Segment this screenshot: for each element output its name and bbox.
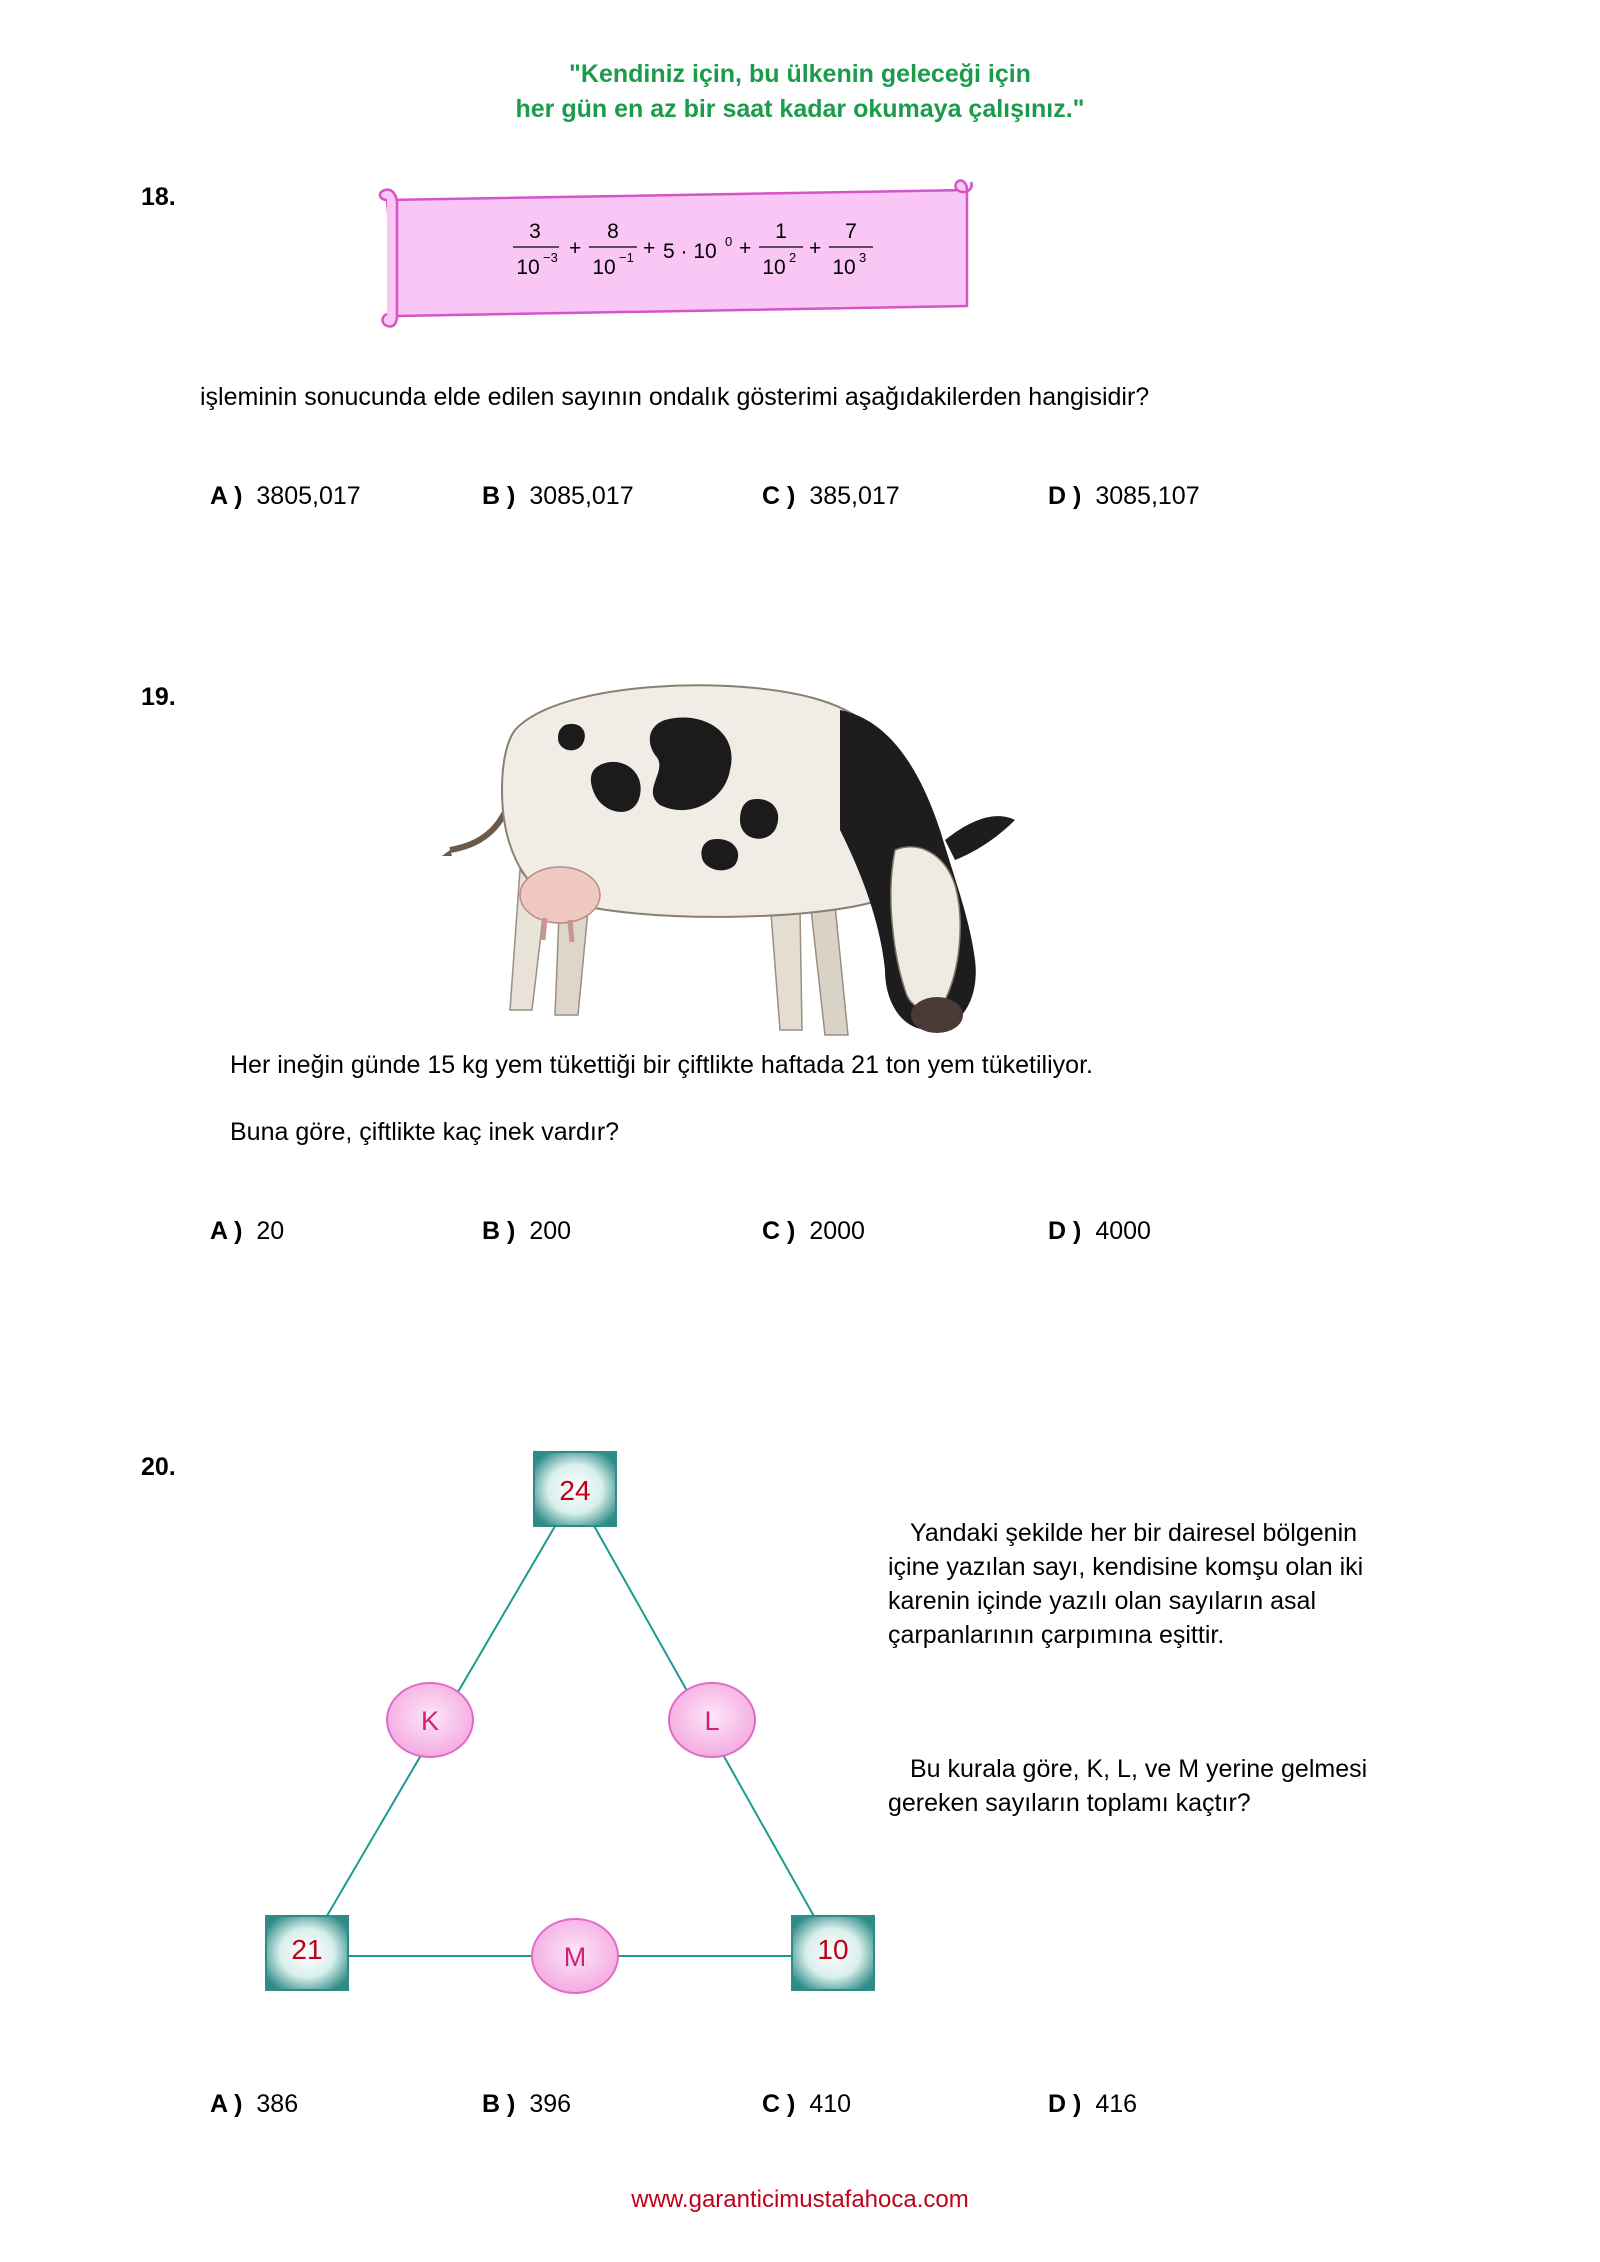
square-top: [534, 1452, 616, 1526]
question-19-text-1: Her ineğin günde 15 kg yem tükettiği bir çiftlikte haftada 21 ton yem tüketiliyor.: [230, 1051, 1093, 1079]
q19-option-d[interactable]: D ) 4000: [1048, 1217, 1151, 1245]
plus-4: +: [809, 237, 822, 260]
q19-option-b[interactable]: B ) 200: [482, 1217, 572, 1245]
t1-denominator: 10: [516, 256, 540, 279]
circle-k: [387, 1683, 473, 1757]
t3-term: 5 · 10: [663, 240, 717, 263]
t2-numerator: 8: [607, 220, 619, 243]
q20-option-c[interactable]: C ) 410: [762, 2090, 852, 2118]
plus-2: +: [643, 237, 656, 260]
svg-text:10: 10: [817, 1934, 849, 1965]
q19-option-a[interactable]: A ) 20: [210, 1217, 285, 1245]
circle-l: [669, 1683, 755, 1757]
question-19-number: 19.: [141, 683, 176, 711]
svg-text:K: K: [420, 1706, 440, 1736]
question-18-number: 18.: [141, 183, 176, 211]
q18-option-b[interactable]: B ) 3085,017: [482, 482, 634, 510]
q20-option-a[interactable]: A ) 386: [210, 2090, 299, 2118]
t1-exponent: −3: [543, 250, 558, 265]
q20-option-d[interactable]: D ) 416: [1048, 2090, 1138, 2118]
t1-numerator: 3: [529, 220, 541, 243]
motto-line-2: her gün en az bir saat kadar okumaya çalışınız.": [515, 95, 1085, 123]
t2-denominator: 10: [592, 256, 616, 279]
t4-numerator: 1: [775, 220, 787, 243]
question-20-paragraph-1: Yandaki şekilde her bir dairesel bölgenin içine yazılan sayı, kendisine komşu olan iki karenin içinde yazılı olan sayıların asal çarpanlarının çarpımına eşittir.: [888, 1519, 1364, 1649]
question-20-paragraph-2: Bu kurala göre, K, L, ve M yerine gelmesi gereken sayıların toplamı kaçtır?: [888, 1755, 1368, 1817]
q18-option-d[interactable]: D ) 3085,107: [1048, 482, 1200, 510]
q18-option-c[interactable]: C ) 385,017: [762, 482, 900, 510]
svg-text:21: 21: [291, 1934, 323, 1965]
q18-option-a[interactable]: A ) 3805,017: [210, 482, 361, 510]
t4-denominator: 10: [762, 256, 786, 279]
q20-option-b[interactable]: B ) 396: [482, 2090, 572, 2118]
q19-option-c[interactable]: C ) 2000: [762, 1217, 865, 1245]
t5-exponent: 3: [859, 250, 867, 265]
question-20-number: 20.: [141, 1453, 176, 1481]
triangle-diagram: [250, 1440, 900, 2000]
footer-url[interactable]: www.garanticimustafahoca.com: [631, 2186, 969, 2213]
svg-text:M: M: [563, 1942, 587, 1972]
question-19-text-2: Buna göre, çiftlikte kaç inek vardır?: [230, 1118, 620, 1146]
square-left: [266, 1916, 348, 1990]
t2-exponent: −1: [619, 250, 634, 265]
square-right: [792, 1916, 874, 1990]
t4-exponent: 2: [789, 250, 797, 265]
t3-exponent: 0: [725, 234, 733, 249]
t5-denominator: 10: [832, 256, 856, 279]
svg-text:L: L: [704, 1706, 720, 1736]
svg-text:24: 24: [559, 1475, 591, 1506]
circle-m: [532, 1919, 618, 1993]
motto-line-1: "Kendiniz için, bu ülkenin geleceği için: [569, 60, 1031, 88]
plus-1: +: [569, 237, 582, 260]
scroll-banner: [375, 178, 975, 328]
cow-image: [440, 670, 1020, 1070]
question-18-text: işleminin sonucunda elde edilen sayının ondalık gösterimi aşağıdakilerden hangisidir?: [200, 383, 1150, 411]
t5-numerator: 7: [845, 220, 857, 243]
plus-3: +: [739, 237, 752, 260]
